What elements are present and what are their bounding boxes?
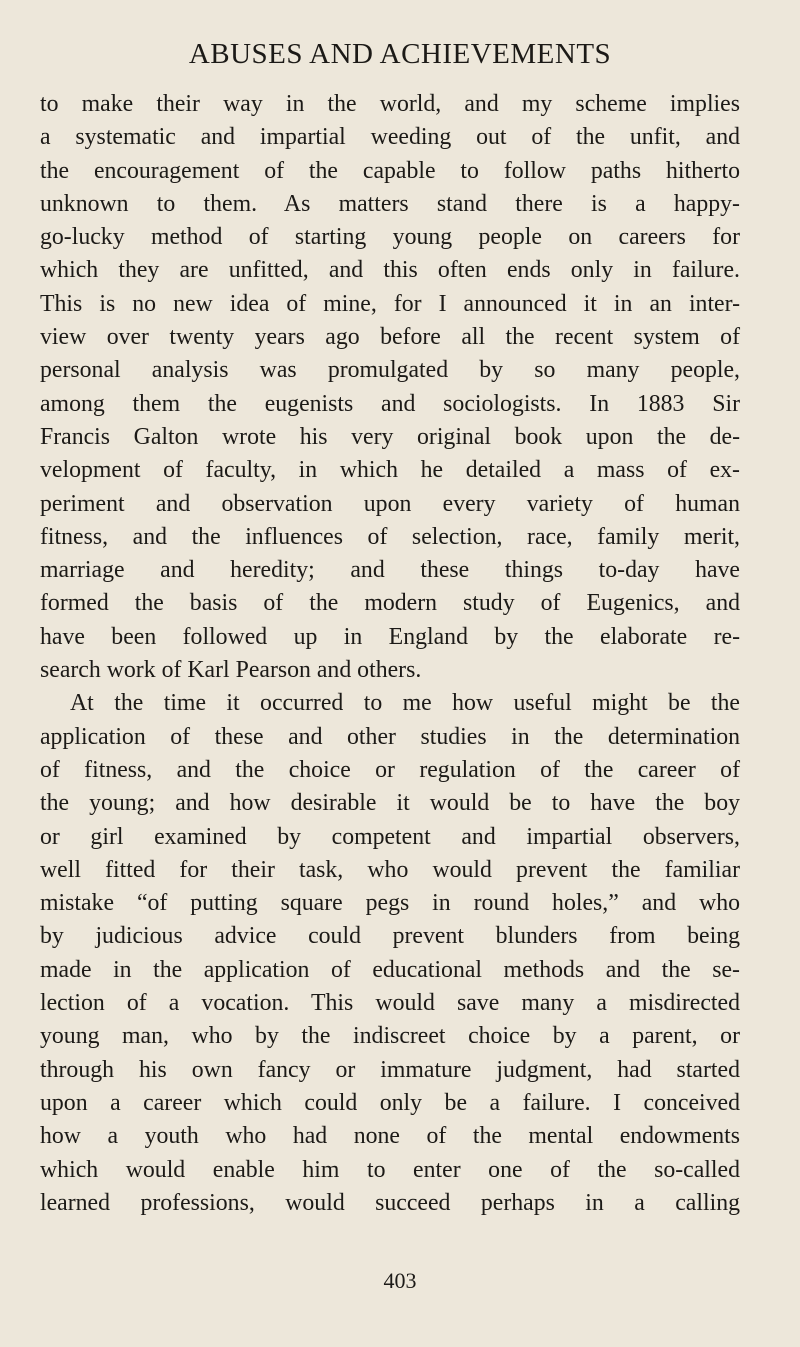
text-line: the young; and how desirable it would be to have the boy xyxy=(40,790,740,817)
text-line: This is no new idea of mine, for I announced it in an inter- xyxy=(40,290,740,317)
text-line: the encouragement of the capable to follow paths hitherto xyxy=(40,157,740,184)
text-line: unknown to them. As matters stand there is a happy- xyxy=(40,190,740,217)
text-line: velopment of faculty, in which he detailed a mass of ex- xyxy=(40,457,740,484)
text-line: marriage and heredity; and these things to-day have xyxy=(40,557,740,584)
text-line: go-lucky method of starting young people on careers for xyxy=(40,224,740,251)
text-line: personal analysis was promulgated by so many people, xyxy=(40,357,740,384)
paragraph-end-line: search work of Karl Pearson and others. xyxy=(40,657,422,684)
text-line: how a youth who had none of the mental endowments xyxy=(40,1123,740,1150)
text-line: well fitted for their task, who would prevent the familiar xyxy=(40,856,740,883)
text-line: to make their way in the world, and my scheme implies xyxy=(40,91,740,117)
text-line: made in the application of educational methods and the se- xyxy=(40,956,740,983)
paragraph-start-line: At the time it occurred to me how useful might be the xyxy=(70,690,740,717)
text-line: Francis Galton wrote his very original book upon the de- xyxy=(40,423,740,450)
text-line: young man, who by the indiscreet choice by a parent, or xyxy=(40,1023,740,1050)
text-line: lection of a vocation. This would save many a misdirected xyxy=(40,990,740,1017)
text-line: of fitness, and the choice or regulation of the career of xyxy=(40,756,740,783)
text-line: application of these and other studies in the determination xyxy=(40,723,740,750)
text-line: have been followed up in England by the elaborate re- xyxy=(40,623,740,650)
text-line: upon a career which could only be a failure. I conceived xyxy=(40,1089,740,1116)
text-line: or girl examined by competent and impartial observers, xyxy=(40,823,740,850)
text-line: among them the eugenists and sociologists. In 1883 Sir xyxy=(40,390,740,417)
text-line: which would enable him to enter one of the so-called xyxy=(40,1156,740,1183)
text-line: periment and observation upon every variety of human xyxy=(40,490,740,517)
text-line: by judicious advice could prevent blunders from being xyxy=(40,923,740,950)
text-line: a systematic and impartial weeding out of the unfit, and xyxy=(40,124,740,151)
body-text xyxy=(40,88,740,1220)
text-line: mistake “of putting square pegs in round holes,” and who xyxy=(40,890,740,917)
text-line: learned professions, would succeed perhaps in a calling xyxy=(40,1189,740,1216)
text-line: which they are unfitted, and this often ends only in failure. xyxy=(40,257,740,284)
text-line: formed the basis of the modern study of Eugenics, and xyxy=(40,590,740,617)
text-line: through his own fancy or immature judgment, had started xyxy=(40,1056,740,1083)
text-line: view over twenty years ago before all the recent system of xyxy=(40,324,740,351)
page-number: 403 xyxy=(383,1268,417,1293)
text-line: fitness, and the influences of selection, race, family merit, xyxy=(40,523,740,550)
running-head: ABUSES AND ACHIEVEMENTS xyxy=(188,38,612,70)
